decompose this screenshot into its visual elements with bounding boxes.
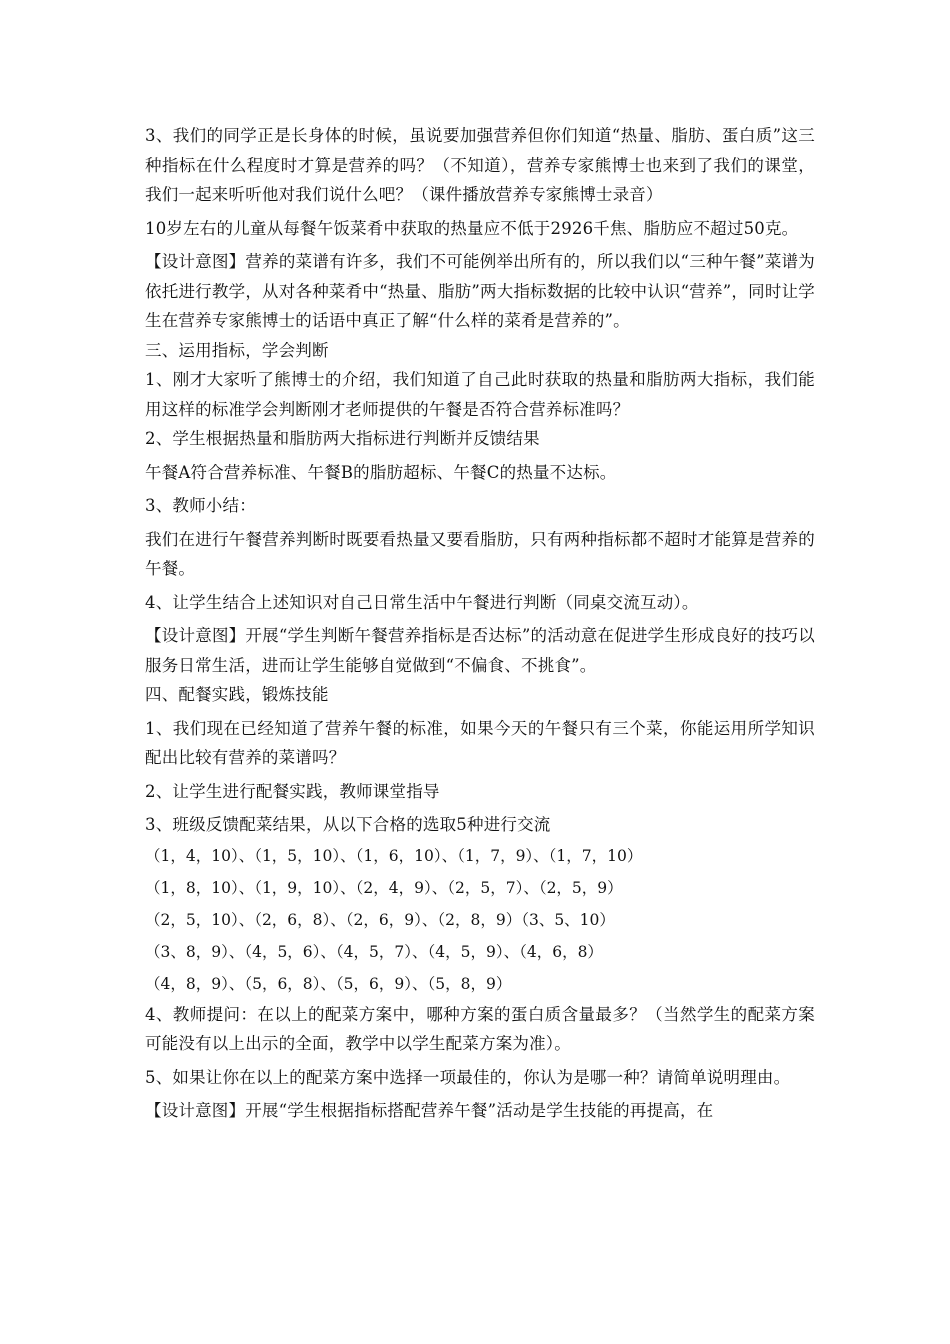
paragraph-teacher-summary: 我们在进行午餐营养判断时既要看热量又要看脂肪，只有两种指标都不超时才能算是营养的午餐。 xyxy=(145,529,815,578)
section-heading-3: 三、运用指标，学会判断 xyxy=(145,340,329,360)
paragraph-teacher-summary-label: 3、教师小结： xyxy=(145,496,256,515)
paragraph-nutrition-question: 3、我们的同学正是长身体的时候，虽说要加强营养但你们知道“热量、脂肪、蛋白质”这三种指标在什么程度时才算是营养的吗？（不知道），营养专家熊博士也来到了我们的课堂，我们一起来听听他对我们说什么吧？（课件播放营养专家熊博士录音） xyxy=(145,126,815,204)
combo-line: （1，4，10）、（1，5，10）、（1，6，10）、（1，7，9）、（1，7，10） xyxy=(145,846,643,865)
paragraph-step-2: 2、学生根据热量和脂肪两大指标进行判断并反馈结果 xyxy=(145,429,540,448)
paragraph-practice-1: 1、我们现在已经知道了营养午餐的标准，如果今天的午餐只有三个菜，你能运用所学知识配出比较有营养的菜谱吗？ xyxy=(145,718,815,767)
combo-line: （1，8，10）、（1，9，10）、（2，4，9）、（2，5，7）、（2，5，9） xyxy=(145,878,623,897)
paragraph-best-choice: 5、如果让你在以上的配菜方案中选择一项最佳的，你认为是哪一种？请简单说明理由。 xyxy=(145,1067,791,1087)
paragraph-step-1: 1、刚才大家听了熊博士的介绍，我们知道了自己此时获取的热量和脂肪两大指标，我们能用这样的标准学会判断刚才老师提供的午餐是否符合营养标准吗？ xyxy=(145,370,815,419)
paragraph-lunch-results: 午餐A符合营养标准、午餐B的脂肪超标、午餐C的热量不达标。 xyxy=(145,462,617,482)
paragraph-step-4: 4、让学生结合上述知识对自己日常生活中午餐进行判断（同桌交流互动）。 xyxy=(145,592,699,612)
combo-line: （4，8，9）、（5，6，8）、（5，6，9）、（5，8，9） xyxy=(145,974,512,993)
section-heading-4: 四、配餐实践，锻炼技能 xyxy=(145,685,329,704)
paragraph-standard: 10岁左右的儿童从每餐午饭菜肴中获取的热量应不低于2926千焦、脂肪应不超过50克。 xyxy=(145,218,799,238)
paragraph-teacher-question: 4、教师提问：在以上的配菜方案中，哪种方案的蛋白质含量最多？（当然学生的配菜方案可能没有以上出示的全面，教学中以学生配菜方案为准）。 xyxy=(145,1004,815,1053)
combo-line: （3、8，9）、（4，5，6）、（4，5，7）、（4，5，9）、（4，6，8） xyxy=(145,942,603,961)
paragraph-practice-2: 2、让学生进行配餐实践，教师课堂指导 xyxy=(145,781,440,801)
paragraph-practice-3: 3、班级反馈配菜结果，从以下合格的选取5种进行交流 xyxy=(145,815,551,834)
paragraph-design-intent-2: 【设计意图】开展“学生判断午餐营养指标是否达标”的活动意在促进学生形成良好的技巧以服务日常生活，进而让学生能够自觉做到“不偏食、不挑食”。 xyxy=(145,626,815,675)
paragraph-design-intent-1: 【设计意图】营养的菜谱有许多，我们不可能例举出所有的，所以我们以“三种午餐”菜谱为依托进行教学，从对各种菜肴中“热量、脂肪”两大指标数据的比较中认识“营养”，同时让学生在营养专家熊博士的话语中真正了解“什么样的菜肴是营养的”。 xyxy=(145,252,815,330)
document-page xyxy=(145,121,815,1126)
combo-line: （2，5，10）、（2，6，8）、（2，6，9）、（2，8，9）（3、5、10） xyxy=(145,910,615,929)
paragraph-design-intent-3: 【设计意图】开展“学生根据指标搭配营养午餐”活动是学生技能的再提高，在 xyxy=(145,1101,714,1120)
